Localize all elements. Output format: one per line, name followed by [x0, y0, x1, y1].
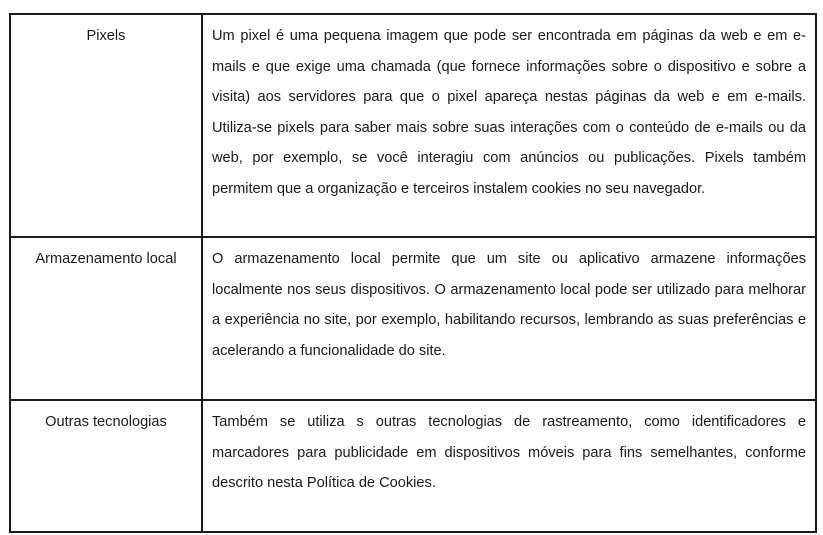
description-cell: O armazenamento local permite que um site ou aplicativo armazene informações localmente nos seus dispositivos. O armazenamento local pode ser utilizado para melhorar a experiência no site, por exemplo, habilitando recursos, lembrando as suas preferências e acelerando a funcionalidade do site.	[202, 237, 816, 400]
table-row	[10, 237, 816, 400]
description-cell: Um pixel é uma pequena imagem que pode ser encontrada em páginas da web e em e-mails e que exige uma chamada (que fornece informações sobre o dispositivo e sobre a visita) aos servidores para que o pixel apareça nestas páginas da web e em e-mails. Utiliza-se pixels para saber mais sobre suas interações com o conteúdo de e-mails ou da web, por exemplo, se você interagiu com anúncios ou publicações. Pixels também permitem que a organização e terceiros instalem cookies no seu navegador.	[202, 14, 816, 237]
description-cell: Também se utiliza s outras tecnologias de rastreamento, como identificadores e marcadores para publicidade em dispositivos móveis para fins semelhantes, conforme descrito nesta Política de Cookies.	[202, 400, 816, 532]
term-cell: Armazenamento local	[10, 237, 202, 400]
term-cell: Pixels	[10, 14, 202, 237]
table-row	[10, 14, 816, 237]
table-row	[10, 400, 816, 532]
term-cell: Outras tecnologias	[10, 400, 202, 532]
tracking-technologies-table	[9, 13, 817, 533]
